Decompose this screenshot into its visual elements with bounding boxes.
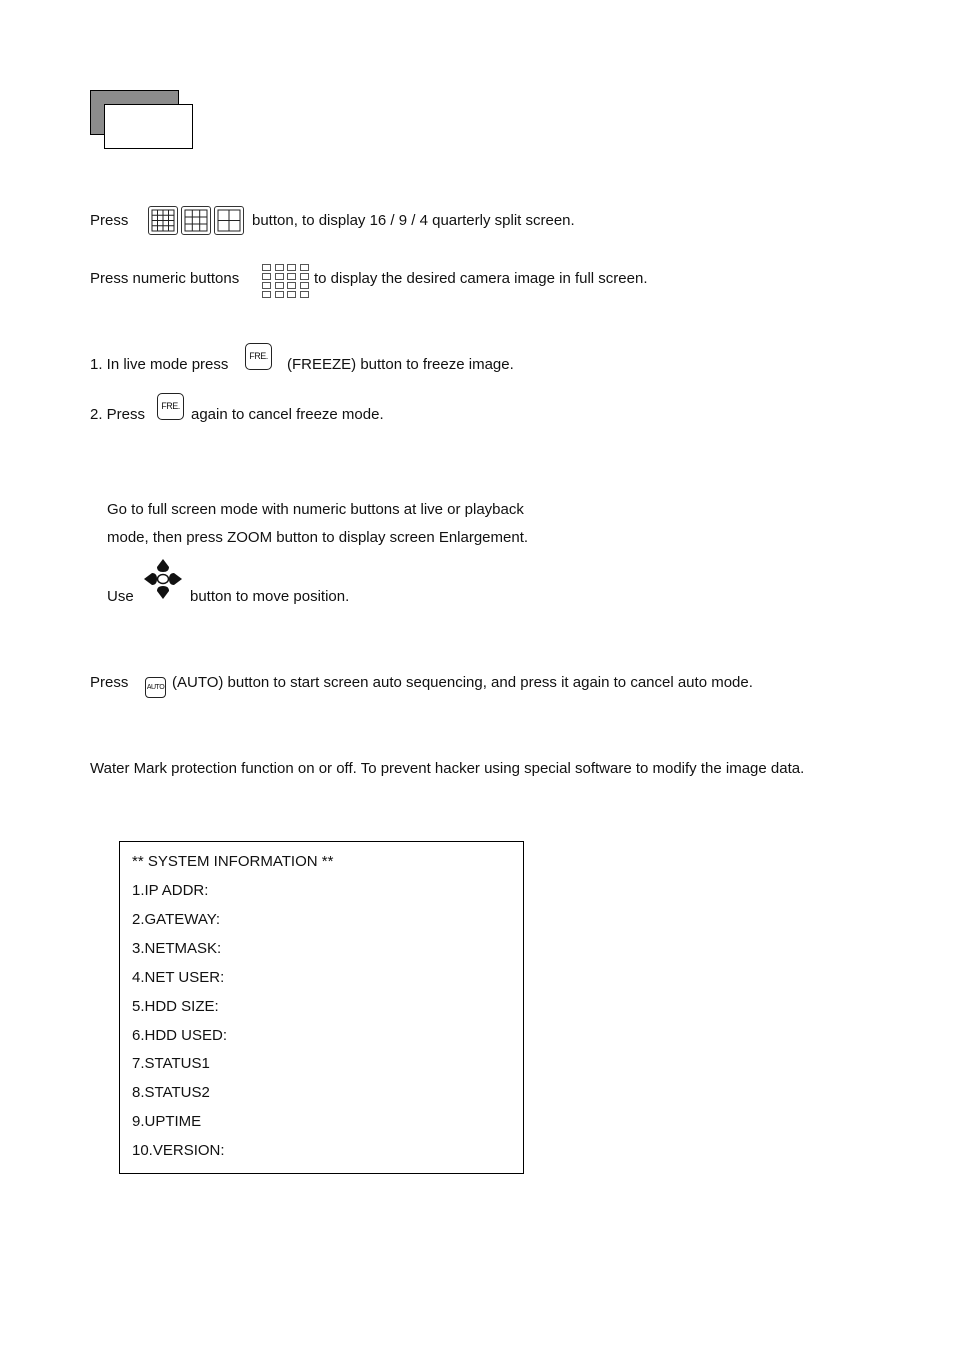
numeric-key-13[interactable] — [262, 291, 271, 298]
auto-button[interactable] — [145, 677, 166, 698]
numeric-key-8[interactable] — [300, 273, 309, 280]
numeric-key-10[interactable] — [275, 282, 284, 289]
auto-description: (AUTO) button to start screen auto sequencing, and press it again to cancel auto mode. — [172, 674, 753, 691]
numeric-key-12[interactable] — [300, 282, 309, 289]
direction-pad-button[interactable] — [143, 558, 183, 600]
split-16-button[interactable] — [148, 206, 178, 235]
direction-arrows-icon — [143, 558, 183, 600]
numeric-key-14[interactable] — [275, 291, 284, 298]
system-info-item: 10.VERSION: — [132, 1142, 225, 1159]
section-tab-front — [104, 104, 193, 149]
numeric-key-16[interactable] — [300, 291, 309, 298]
split-press-label: Press — [90, 212, 129, 229]
freeze-button[interactable] — [245, 343, 272, 370]
numeric-key-2[interactable] — [275, 264, 284, 271]
system-info-item: 6.HDD USED: — [132, 1027, 228, 1044]
system-info-item: 5.HDD SIZE: — [132, 998, 219, 1015]
numeric-key-7[interactable] — [287, 273, 296, 280]
split-9-icon — [182, 207, 210, 234]
split-description: button, to display 16 / 9 / 4 quarterly split screen. — [252, 212, 575, 229]
numeric-key-6[interactable] — [275, 273, 284, 280]
numeric-key-5[interactable] — [262, 273, 271, 280]
freeze-key-label-2: FRE. — [161, 401, 180, 411]
freeze-step2-after: again to cancel freeze mode. — [191, 406, 384, 423]
zoom-use-label: Use — [107, 588, 134, 605]
fullscreen-text-after: to display the desired camera image in full screen. — [314, 270, 648, 287]
numeric-key-3[interactable] — [287, 264, 296, 271]
split-4-button[interactable] — [214, 206, 244, 235]
system-info-item: 9.UPTIME — [132, 1113, 202, 1130]
freeze-step1-before: 1. In live mode press — [90, 356, 229, 373]
numeric-key-15[interactable] — [287, 291, 296, 298]
auto-key-label: AUTO — [146, 684, 165, 691]
split-9-button[interactable] — [181, 206, 211, 235]
auto-press-label: Press — [90, 674, 129, 691]
split-16-icon — [149, 207, 177, 234]
freeze-step1-after: (FREEZE) button to freeze image. — [287, 356, 514, 373]
system-information-box — [119, 841, 524, 1174]
system-info-title: ** SYSTEM INFORMATION ** — [132, 853, 334, 870]
system-info-item: 1.IP ADDR: — [132, 882, 209, 899]
zoom-use-after: button to move position. — [190, 588, 350, 605]
numeric-key-4[interactable] — [300, 264, 309, 271]
numeric-key-9[interactable] — [262, 282, 271, 289]
fullscreen-text-before: Press numeric buttons — [90, 270, 240, 287]
numeric-key-11[interactable] — [287, 282, 296, 289]
numeric-key-1[interactable] — [262, 264, 271, 271]
freeze-step2-before: 2. Press — [90, 406, 146, 423]
zoom-line2: mode, then press ZOOM button to display screen Enlargement. — [107, 529, 529, 546]
system-info-item: 3.NETMASK: — [132, 940, 222, 957]
system-info-item: 2.GATEWAY: — [132, 911, 221, 928]
split-4-icon — [215, 207, 243, 234]
system-info-item: 4.NET USER: — [132, 969, 225, 986]
freeze-key-label: FRE. — [249, 351, 268, 361]
system-info-item: 8.STATUS2 — [132, 1084, 210, 1101]
zoom-line1: Go to full screen mode with numeric buttons at live or playback — [107, 501, 524, 518]
numeric-keypad-icon[interactable] — [262, 264, 310, 298]
freeze-button-cancel[interactable] — [157, 393, 184, 420]
system-info-item: 7.STATUS1 — [132, 1055, 210, 1072]
watermark-description: Water Mark protection function on or off. To prevent hacker using special software to modify the image data. — [90, 760, 805, 777]
